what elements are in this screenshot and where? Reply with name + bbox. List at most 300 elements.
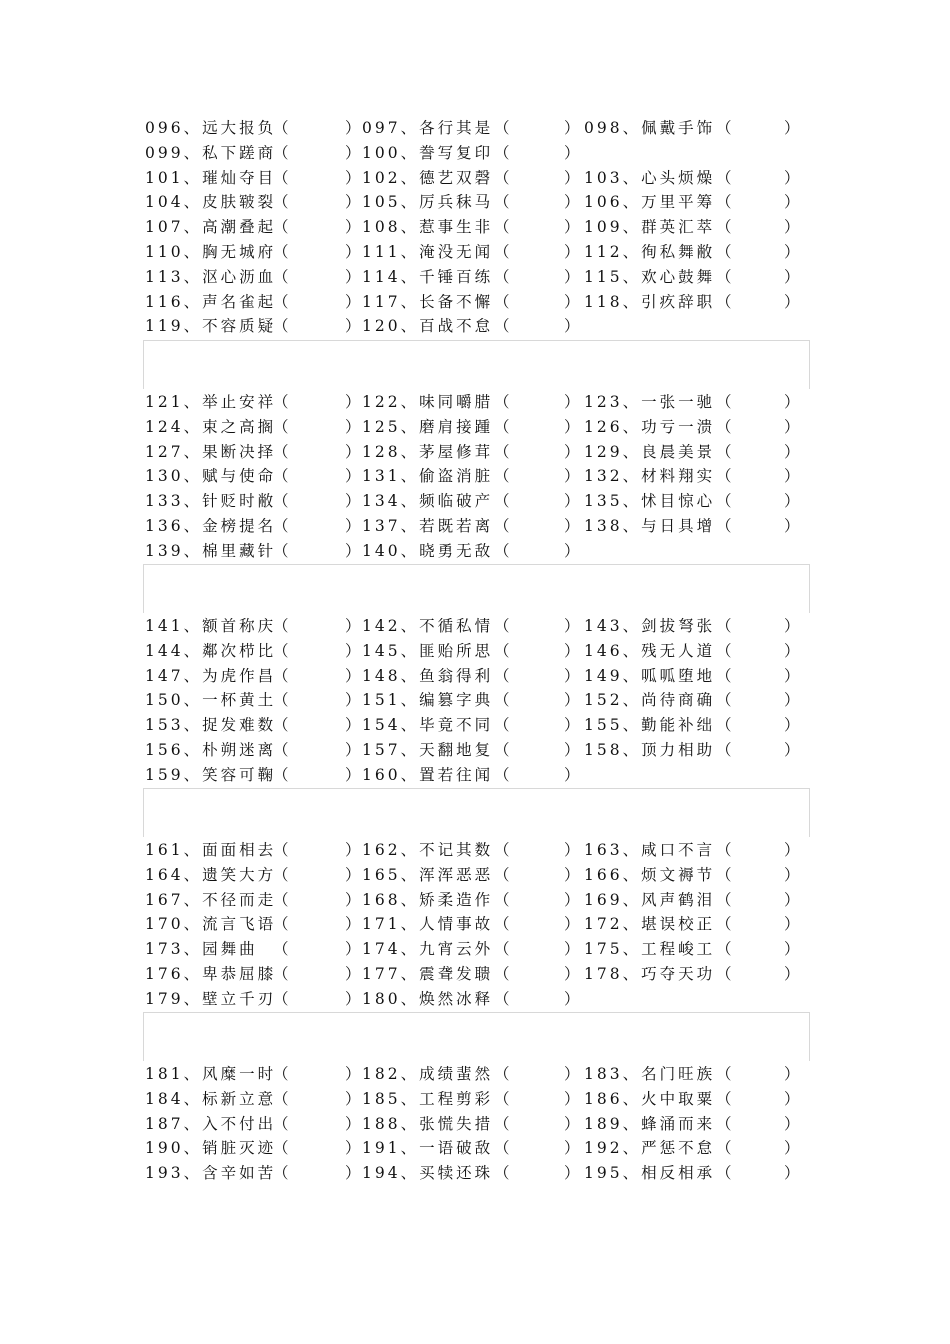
- idiom-text: 161、面面相去: [145, 841, 277, 859]
- idiom-text: 192、严惩不怠: [584, 1139, 716, 1158]
- idiom-item: [362, 240, 583, 264]
- answer-blank-close: ）: [564, 143, 583, 162]
- idiom-text: 101、璀灿夺目: [145, 168, 277, 187]
- idiom-row: [0, 290, 950, 314]
- idiom-text: 117、长备不懈: [362, 292, 494, 311]
- idiom-text: 098、佩戴手饰: [584, 119, 716, 137]
- idiom-text: 135、怵目惊心: [584, 492, 716, 511]
- answer-blank-open: （: [273, 393, 292, 411]
- idiom-item: [584, 116, 803, 140]
- idiom-item: [145, 1136, 364, 1160]
- idiom-text: 180、焕然冰释: [362, 989, 494, 1008]
- answer-blank-close: ）: [564, 940, 583, 959]
- idiom-item: [145, 290, 364, 314]
- idiom-text: 108、惹事生非: [362, 218, 494, 237]
- idiom-item: [145, 440, 364, 464]
- idiom-item: [145, 1062, 364, 1086]
- idiom-row: [0, 390, 950, 414]
- answer-blank-close: ）: [784, 890, 803, 909]
- idiom-item: [362, 937, 583, 961]
- idiom-item: [145, 1112, 364, 1136]
- idiom-item: [145, 912, 364, 936]
- idiom-text: 190、销脏灭迹: [145, 1139, 277, 1158]
- answer-blank-open: （: [273, 617, 292, 635]
- answer-blank-close: ）: [345, 741, 364, 759]
- idiom-row: [0, 489, 950, 513]
- idiom-text: 123、一张一驰: [584, 393, 716, 411]
- idiom-text: 184、标新立意: [145, 1089, 277, 1108]
- answer-blank-close: ）: [784, 393, 803, 411]
- idiom-item: [584, 290, 803, 314]
- idiom-row: [0, 514, 950, 538]
- answer-blank-open: （: [494, 193, 513, 212]
- idiom-text: 178、巧夺天功: [584, 965, 716, 983]
- idiom-item: [362, 738, 583, 762]
- answer-blank-open: （: [494, 393, 513, 411]
- answer-blank-close: ）: [564, 989, 583, 1008]
- idiom-item: [145, 1087, 364, 1111]
- idiom-row: [0, 738, 950, 762]
- answer-blank-close: ）: [345, 965, 364, 983]
- idiom-item: [362, 290, 583, 314]
- answer-blank-open: （: [716, 193, 735, 212]
- answer-blank-close: ）: [784, 965, 803, 983]
- answer-blank-close: ）: [784, 442, 803, 461]
- answer-blank-close: ）: [564, 691, 583, 710]
- idiom-item: [145, 987, 364, 1011]
- idiom-text: 174、九宵云外: [362, 940, 494, 959]
- idiom-item: [145, 664, 364, 688]
- idiom-text: 187、入不付出: [145, 1114, 277, 1133]
- answer-blank-open: （: [494, 716, 513, 735]
- idiom-text: 191、一语破敌: [362, 1139, 494, 1158]
- idiom-text: 160、置若往闻: [362, 765, 494, 784]
- idiom-text: 104、皮肤皲裂: [145, 193, 277, 212]
- idiom-item: [362, 489, 583, 513]
- idiom-text: 111、淹没无闻: [362, 243, 494, 261]
- answer-blank-close: ）: [784, 841, 803, 859]
- answer-blank-close: ）: [784, 915, 803, 934]
- answer-blank-close: ）: [784, 243, 803, 261]
- answer-blank-open: （: [273, 915, 292, 934]
- idiom-text: 138、与日具增: [584, 517, 716, 535]
- answer-blank-open: （: [273, 143, 292, 162]
- answer-blank-open: （: [716, 841, 735, 859]
- idiom-text: 158、顶力相助: [584, 741, 716, 759]
- answer-blank-open: （: [716, 467, 735, 486]
- idiom-text: 176、卑恭屈膝: [145, 965, 277, 983]
- answer-blank-close: ）: [784, 641, 803, 660]
- idiom-row: [0, 639, 950, 663]
- idiom-text: 129、良晨美景: [584, 442, 716, 461]
- answer-blank-open: （: [494, 143, 513, 162]
- idiom-item: [584, 1112, 803, 1136]
- answer-blank-open: （: [273, 741, 292, 759]
- idiom-text: 099、私下蹉商: [145, 143, 277, 162]
- answer-blank-close: ）: [564, 617, 583, 635]
- idiom-row: [0, 265, 950, 289]
- answer-blank-open: （: [494, 741, 513, 759]
- idiom-item: [584, 489, 803, 513]
- answer-blank-open: （: [273, 492, 292, 511]
- answer-blank-close: ）: [345, 666, 364, 685]
- answer-blank-close: ）: [784, 1164, 803, 1183]
- answer-blank-close: ）: [784, 492, 803, 511]
- idiom-item: [145, 688, 364, 712]
- answer-blank-close: ）: [564, 890, 583, 909]
- answer-blank-open: （: [273, 989, 292, 1008]
- idiom-text: 121、举止安祥: [145, 393, 277, 411]
- answer-blank-close: ）: [564, 393, 583, 411]
- answer-blank-open: （: [716, 965, 735, 983]
- answer-blank-open: （: [716, 1114, 735, 1133]
- idiom-text: 142、不循私情: [362, 617, 494, 635]
- answer-blank-close: ）: [345, 940, 364, 959]
- idiom-text: 170、流言飞语: [145, 915, 277, 934]
- idiom-row: [0, 937, 950, 961]
- answer-blank-close: ）: [564, 716, 583, 735]
- answer-blank-close: ）: [345, 915, 364, 934]
- answer-blank-open: （: [273, 317, 292, 336]
- idiom-text: 155、勤能补绌: [584, 716, 716, 735]
- answer-blank-open: （: [273, 1164, 292, 1183]
- answer-blank-open: （: [273, 1114, 292, 1133]
- answer-blank-close: ）: [345, 617, 364, 635]
- answer-blank-close: ）: [564, 317, 583, 336]
- idiom-row: [0, 240, 950, 264]
- answer-blank-open: （: [716, 267, 735, 286]
- answer-blank-close: ）: [345, 1164, 364, 1183]
- answer-blank-close: ）: [345, 1089, 364, 1108]
- answer-blank-close: ）: [564, 119, 583, 137]
- idiom-text: 131、偷盗消脏: [362, 467, 494, 486]
- answer-blank-open: （: [494, 317, 513, 336]
- answer-blank-close: ）: [345, 393, 364, 411]
- idiom-text: 177、震聋发聩: [362, 965, 494, 983]
- answer-blank-open: （: [273, 267, 292, 286]
- answer-blank-close: ）: [784, 193, 803, 212]
- idiom-item: [145, 763, 364, 787]
- idiom-text: 150、一杯黄土: [145, 691, 277, 710]
- answer-blank-open: （: [273, 716, 292, 735]
- answer-blank-open: （: [716, 940, 735, 959]
- idiom-item: [145, 215, 364, 239]
- answer-blank-open: （: [494, 1164, 513, 1183]
- idiom-text: 122、味同嚼腊: [362, 393, 494, 411]
- idiom-text: 103、心头烦燥: [584, 168, 716, 187]
- idiom-item: [145, 464, 364, 488]
- answer-blank-close: ）: [564, 467, 583, 486]
- idiom-text: 152、尚待商确: [584, 691, 716, 710]
- answer-blank-open: （: [273, 1089, 292, 1108]
- answer-blank-close: ）: [345, 267, 364, 286]
- idiom-text: 132、材料翔实: [584, 467, 716, 486]
- idiom-item: [362, 987, 583, 1011]
- idiom-item: [584, 713, 803, 737]
- answer-blank-close: ）: [564, 267, 583, 286]
- idiom-text: 154、毕竟不同: [362, 716, 494, 735]
- idiom-row: [0, 863, 950, 887]
- idiom-text: 140、晓勇无敌: [362, 541, 494, 560]
- idiom-text: 194、买犊还珠: [362, 1164, 494, 1183]
- answer-blank-open: （: [494, 1089, 513, 1108]
- answer-blank-close: ）: [784, 1065, 803, 1083]
- idiom-item: [145, 639, 364, 663]
- answer-blank-open: （: [273, 1139, 292, 1158]
- section-divider-box: [143, 1012, 810, 1061]
- idiom-item: [145, 190, 364, 214]
- section-divider-box: [143, 788, 810, 837]
- idiom-item: [584, 1062, 803, 1086]
- answer-blank-open: （: [716, 517, 735, 535]
- idiom-text: 127、果断决择: [145, 442, 277, 461]
- idiom-item: [362, 838, 583, 862]
- idiom-row: [0, 763, 950, 787]
- answer-blank-close: ）: [345, 541, 364, 560]
- answer-blank-close: ）: [784, 741, 803, 759]
- answer-blank-close: ）: [784, 467, 803, 486]
- answer-blank-open: （: [494, 1114, 513, 1133]
- answer-blank-open: （: [273, 965, 292, 983]
- idiom-item: [145, 937, 364, 961]
- answer-blank-close: ）: [345, 890, 364, 909]
- idiom-item: [145, 1161, 364, 1185]
- idiom-text: 133、针贬时敝: [145, 492, 277, 511]
- idiom-item: [362, 415, 583, 439]
- answer-blank-close: ）: [345, 841, 364, 859]
- answer-blank-open: （: [716, 716, 735, 735]
- idiom-item: [145, 713, 364, 737]
- idiom-row: [0, 116, 950, 140]
- answer-blank-open: （: [716, 617, 735, 635]
- answer-blank-close: ）: [345, 143, 364, 162]
- idiom-item: [584, 464, 803, 488]
- idiom-text: 153、捉发难数: [145, 716, 277, 735]
- answer-blank-open: （: [273, 467, 292, 486]
- answer-blank-close: ）: [345, 641, 364, 660]
- idiom-item: [362, 1112, 583, 1136]
- idiom-text: 125、磨肩接踵: [362, 417, 494, 436]
- idiom-item: [145, 539, 364, 563]
- idiom-row: [0, 912, 950, 936]
- idiom-item: [362, 141, 583, 165]
- answer-blank-close: ）: [564, 243, 583, 261]
- idiom-item: [362, 166, 583, 190]
- idiom-item: [362, 1062, 583, 1086]
- answer-blank-open: （: [716, 865, 735, 884]
- answer-blank-close: ）: [564, 765, 583, 784]
- idiom-text: 167、不径而走: [145, 890, 277, 909]
- idiom-item: [145, 240, 364, 264]
- idiom-item: [145, 265, 364, 289]
- answer-blank-open: （: [716, 1065, 735, 1083]
- answer-blank-open: （: [273, 691, 292, 710]
- answer-blank-close: ）: [784, 666, 803, 685]
- answer-blank-close: ）: [784, 1089, 803, 1108]
- idiom-text: 185、工程剪彩: [362, 1089, 494, 1108]
- answer-blank-open: （: [716, 492, 735, 511]
- idiom-text: 147、为虎作昌: [145, 666, 277, 685]
- answer-blank-close: ）: [564, 841, 583, 859]
- answer-blank-open: （: [273, 193, 292, 212]
- idiom-item: [362, 713, 583, 737]
- answer-blank-open: （: [273, 417, 292, 436]
- section-divider-box: [143, 564, 810, 613]
- idiom-text: 151、编篡字典: [362, 691, 494, 710]
- idiom-item: [584, 664, 803, 688]
- answer-blank-close: ）: [345, 243, 364, 261]
- answer-blank-close: ）: [345, 517, 364, 535]
- idiom-item: [362, 1136, 583, 1160]
- answer-blank-open: （: [494, 442, 513, 461]
- idiom-item: [584, 166, 803, 190]
- idiom-text: 166、烦文褥节: [584, 865, 716, 884]
- answer-blank-close: ）: [564, 666, 583, 685]
- answer-blank-open: （: [494, 168, 513, 187]
- answer-blank-open: （: [273, 292, 292, 311]
- idiom-row: [0, 166, 950, 190]
- idiom-text: 173、园舞曲: [145, 940, 258, 959]
- idiom-item: [362, 763, 583, 787]
- idiom-row: [0, 141, 950, 165]
- answer-blank-close: ）: [345, 1114, 364, 1133]
- idiom-item: [584, 215, 803, 239]
- idiom-item: [362, 440, 583, 464]
- idiom-row: [0, 1087, 950, 1111]
- idiom-row: [0, 1136, 950, 1160]
- idiom-item: [145, 116, 364, 140]
- answer-blank-close: ）: [784, 617, 803, 635]
- answer-blank-open: （: [494, 865, 513, 884]
- idiom-row: [0, 713, 950, 737]
- answer-blank-close: ）: [564, 915, 583, 934]
- answer-blank-close: ）: [345, 168, 364, 187]
- idiom-text: 107、高潮叠起: [145, 218, 277, 237]
- idiom-text: 179、壁立千刃: [145, 989, 277, 1008]
- idiom-text: 113、沤心沥血: [145, 267, 277, 286]
- answer-blank-open: （: [494, 1065, 513, 1083]
- idiom-item: [145, 863, 364, 887]
- answer-blank-close: ）: [564, 541, 583, 560]
- idiom-item: [362, 863, 583, 887]
- answer-blank-open: （: [494, 890, 513, 909]
- answer-blank-open: （: [494, 218, 513, 237]
- idiom-text: 143、剑拔弩张: [584, 617, 716, 635]
- answer-blank-close: ）: [564, 218, 583, 237]
- answer-blank-close: ）: [345, 1065, 364, 1083]
- idiom-text: 172、堪误校正: [584, 915, 716, 934]
- answer-blank-open: （: [716, 417, 735, 436]
- answer-blank-close: ）: [784, 119, 803, 137]
- idiom-item: [362, 614, 583, 638]
- answer-blank-open: （: [494, 965, 513, 983]
- answer-blank-close: ）: [345, 989, 364, 1008]
- idiom-item: [145, 514, 364, 538]
- answer-blank-close: ）: [345, 691, 364, 710]
- idiom-text: 148、鱼翁得利: [362, 666, 494, 685]
- idiom-row: [0, 838, 950, 862]
- idiom-item: [584, 738, 803, 762]
- answer-blank-close: ）: [784, 417, 803, 436]
- idiom-text: 116、声名雀起: [145, 292, 277, 311]
- idiom-row: [0, 1161, 950, 1185]
- answer-blank-open: （: [494, 1139, 513, 1158]
- idiom-text: 169、风声鹤泪: [584, 890, 716, 909]
- idiom-item: [362, 1161, 583, 1185]
- idiom-row: [0, 888, 950, 912]
- answer-blank-open: （: [494, 617, 513, 635]
- idiom-item: [145, 888, 364, 912]
- answer-blank-open: （: [716, 292, 735, 311]
- idiom-text: 141、额首称庆: [145, 617, 277, 635]
- idiom-text: 112、徇私舞敝: [584, 243, 716, 261]
- idiom-item: [362, 639, 583, 663]
- answer-blank-open: （: [494, 417, 513, 436]
- answer-blank-open: （: [494, 765, 513, 784]
- answer-blank-close: ）: [345, 492, 364, 511]
- idiom-text: 139、棉里藏针: [145, 541, 277, 560]
- idiom-text: 124、束之高搁: [145, 417, 277, 436]
- idiom-item: [584, 937, 803, 961]
- idiom-text: 110、胸无城府: [145, 243, 277, 261]
- answer-blank-open: （: [273, 1065, 292, 1083]
- answer-blank-open: （: [716, 641, 735, 660]
- answer-blank-open: （: [273, 865, 292, 884]
- answer-blank-close: ）: [784, 716, 803, 735]
- idiom-item: [584, 1087, 803, 1111]
- idiom-item: [362, 664, 583, 688]
- idiom-text: 115、欢心鼓舞: [584, 267, 716, 286]
- answer-blank-close: ）: [564, 1164, 583, 1183]
- idiom-row: [0, 987, 950, 1011]
- idiom-item: [362, 116, 583, 140]
- answer-blank-close: ）: [345, 317, 364, 336]
- answer-blank-open: （: [273, 442, 292, 461]
- answer-blank-close: ）: [564, 1065, 583, 1083]
- answer-blank-open: （: [273, 940, 292, 959]
- idiom-item: [584, 888, 803, 912]
- idiom-text: 109、群英汇萃: [584, 218, 716, 237]
- answer-blank-open: （: [273, 541, 292, 560]
- idiom-row: [0, 614, 950, 638]
- answer-blank-close: ）: [345, 442, 364, 461]
- idiom-item: [362, 514, 583, 538]
- idiom-item: [362, 390, 583, 414]
- idiom-row: [0, 464, 950, 488]
- answer-blank-close: ）: [345, 119, 364, 137]
- answer-blank-open: （: [273, 119, 292, 137]
- answer-blank-open: （: [494, 467, 513, 486]
- answer-blank-close: ）: [564, 168, 583, 187]
- answer-blank-open: （: [273, 841, 292, 859]
- answer-blank-open: （: [716, 890, 735, 909]
- answer-blank-close: ）: [564, 1114, 583, 1133]
- idiom-text: 168、矫柔造作: [362, 890, 494, 909]
- idiom-text: 134、频临破产: [362, 492, 494, 511]
- answer-blank-close: ）: [784, 517, 803, 535]
- idiom-text: 145、匪贻所思: [362, 641, 494, 660]
- idiom-text: 096、远大报负: [145, 119, 277, 137]
- answer-blank-close: ）: [784, 168, 803, 187]
- idiom-item: [362, 265, 583, 289]
- answer-blank-close: ）: [564, 965, 583, 983]
- answer-blank-open: （: [273, 168, 292, 187]
- idiom-item: [145, 415, 364, 439]
- answer-blank-open: （: [716, 218, 735, 237]
- answer-blank-close: ）: [564, 193, 583, 212]
- idiom-text: 165、浑浑恶恶: [362, 865, 494, 884]
- idiom-text: 157、天翻地复: [362, 741, 494, 759]
